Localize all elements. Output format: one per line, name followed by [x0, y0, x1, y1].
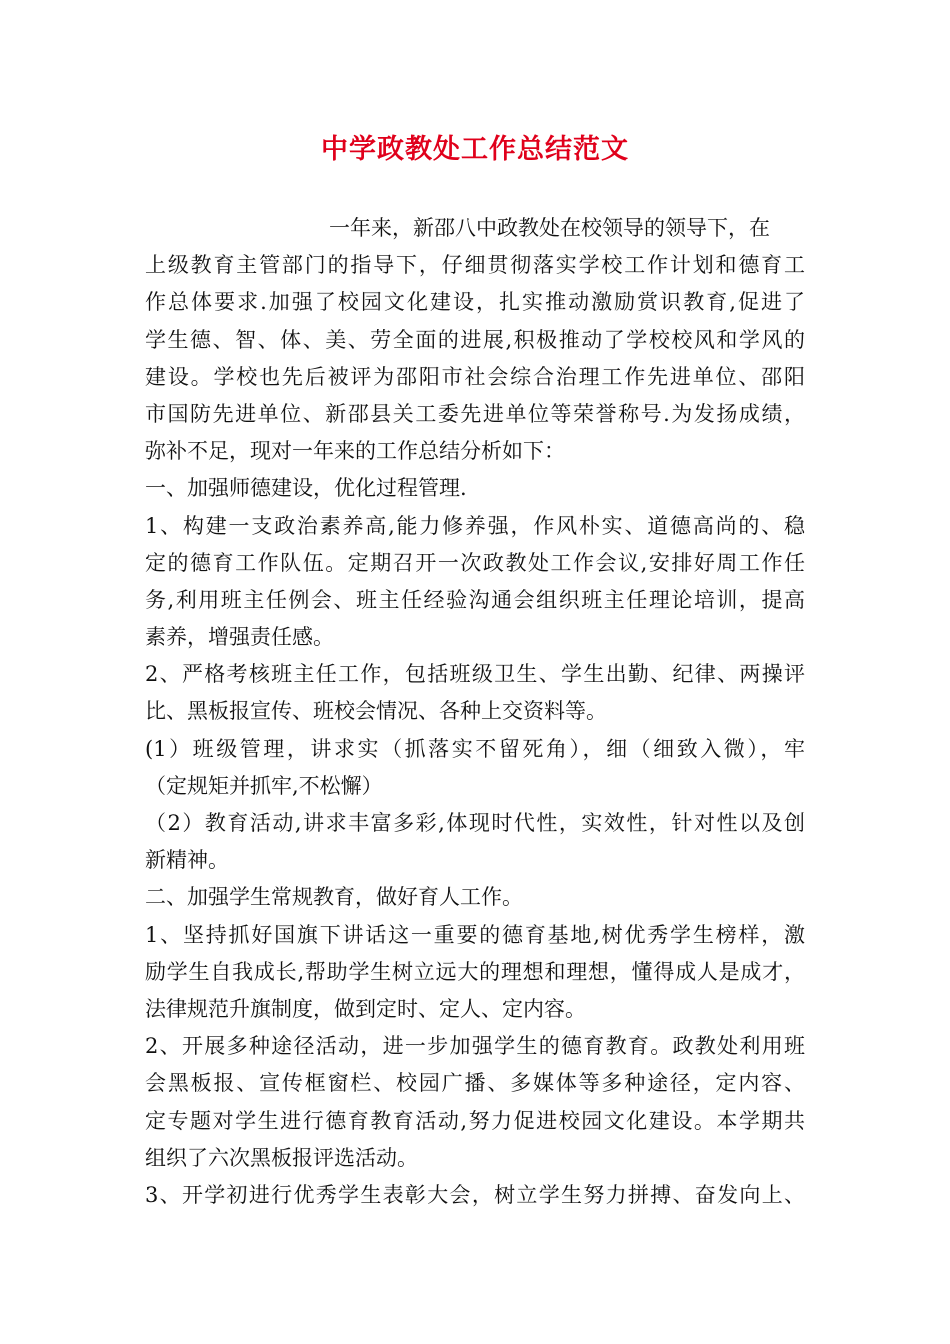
paragraph-line: 新精神。: [145, 848, 229, 873]
paragraph-line: 定的德育工作队伍。定期召开一次政教处工作会议,安排好周工作任: [145, 550, 805, 575]
paragraph-line: 定专题对学生进行德育教育活动,努力促进校园文化建设。本学期共: [145, 1108, 805, 1133]
paragraph-line: （2）教育活动,讲求丰富多彩,体现时代性，实效性，针对性以及创: [145, 811, 805, 835]
paragraph-line: 市国防先进单位、新邵县关工委先进单位等荣誉称号.为发扬成绩，: [145, 401, 805, 426]
paragraph-line: 务,利用班主任例会、班主任经验沟通会组织班主任理论培训，提高: [145, 587, 805, 612]
paragraph-line: 1、坚持抓好国旗下讲话这一重要的德育基地,树优秀学生榜样，激: [145, 922, 805, 947]
paragraph-line: 上级教育主管部门的指导下，仔细贯彻落实学校工作计划和德育工: [145, 253, 805, 278]
section-heading: 一、加强师德建设，优化过程管理.: [145, 476, 467, 501]
paragraph-line: 1、构建一支政治素养高,能力修养强，作风朴实、道德高尚的、稳: [145, 513, 805, 538]
paragraph-line: 学生德、智、体、美、劳全面的进展,积极推动了学校校风和学风的: [145, 327, 805, 352]
paragraph-line: 3、开学初进行优秀学生表彰大会，树立学生努力拼搏、奋发向上、: [145, 1182, 805, 1207]
paragraph-line: 素养，增强责任感。: [145, 625, 334, 650]
paragraph-line: 一年来，新邵八中政教处在校领导的领导下，在: [329, 216, 770, 240]
paragraph-line: 2、严格考核班主任工作，包括班级卫生、学生出勤、纪律、两操评: [145, 662, 805, 687]
paragraph-line: 组织了六次黑板报评选活动。: [145, 1145, 418, 1170]
paragraph-line: 励学生自我成长,帮助学生树立远大的理想和理想，懂得成人是成才，: [145, 959, 805, 984]
paragraph-line: 法律规范升旗制度，做到定时、定人、定内容。: [145, 996, 586, 1021]
paragraph-line: 作总体要求.加强了校园文化建设，扎实推动激励赏识教育,促进了: [145, 290, 805, 315]
paragraph-line: 弥补不足，现对一年来的工作总结分析如下：: [145, 439, 565, 464]
paragraph-line: 2、开展多种途径活动，进一步加强学生的德育教育。政教处利用班: [145, 1034, 805, 1059]
paragraph-line: 建设。学校也先后被评为邵阳市社会综合治理工作先进单位、邵阳: [145, 364, 805, 389]
paragraph-line: （定规矩并抓牢,不松懈）: [145, 773, 383, 798]
paragraph-line: (1）班级管理，讲求实（抓落实不留死角），细（细致入微），牢: [145, 736, 805, 761]
paragraph-line: 会黑板报、宣传框窗栏、校园广播、多媒体等多种途径，定内容、: [145, 1071, 805, 1096]
section-heading: 二、加强学生常规教育，做好育人工作。: [145, 885, 523, 910]
document-title: 中学政教处工作总结范文: [321, 134, 629, 165]
paragraph-line: 比、黑板报宣传、班校会情况、各种上交资料等。: [145, 699, 607, 724]
document-body: [145, 210, 805, 1214]
